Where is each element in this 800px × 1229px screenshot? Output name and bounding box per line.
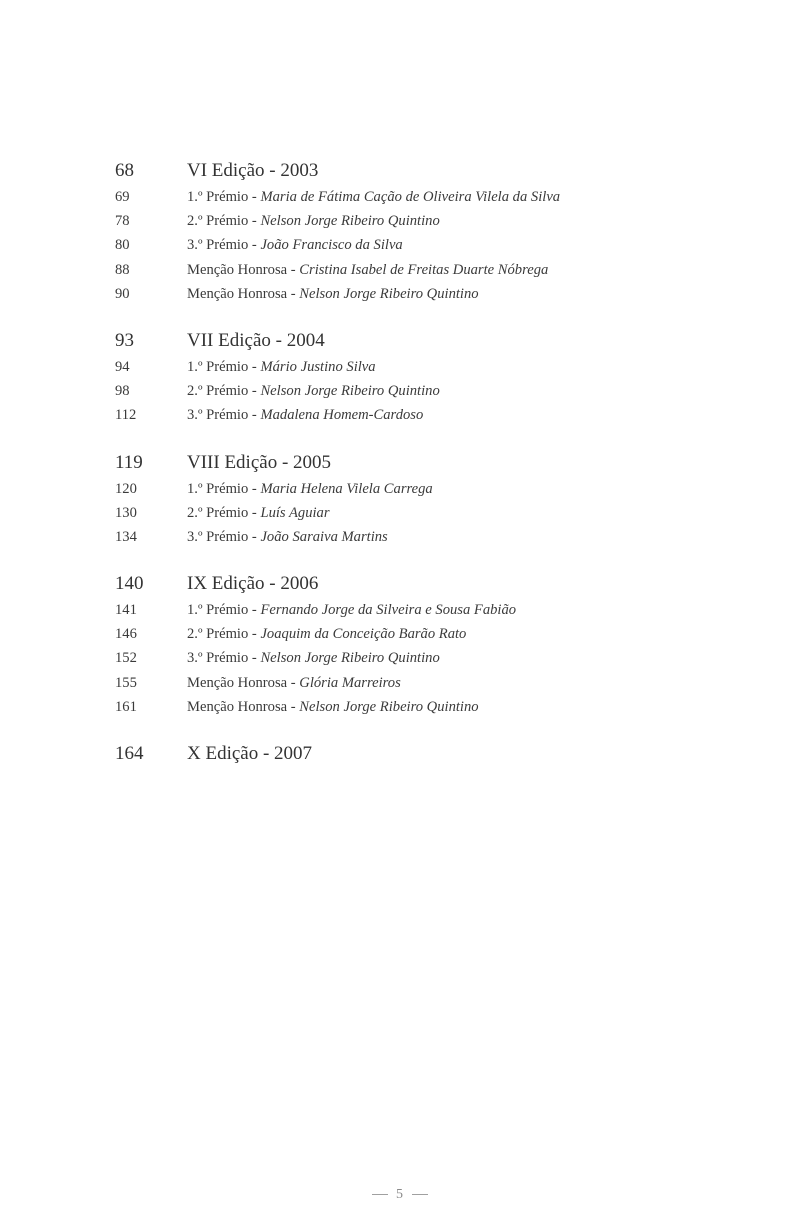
entry-author: Nelson Jorge Ribeiro Quintino [299, 698, 479, 715]
toc-section-heading [115, 157, 735, 185]
entry-separator: - [248, 213, 261, 230]
entry-page-number: 134 [115, 528, 137, 545]
entry-award: 1.º Prémio [187, 358, 249, 375]
entry-page-number: 155 [115, 674, 137, 691]
entry-author: Nelson Jorge Ribeiro Quintino [260, 650, 440, 667]
entry-text [187, 598, 735, 622]
toc-section-heading [115, 570, 735, 598]
toc-entry [115, 282, 735, 306]
page-footer [0, 1187, 800, 1203]
entry-separator: - [248, 189, 261, 205]
toc-entry [115, 403, 735, 427]
entry-author: Nelson Jorge Ribeiro Quintino [260, 383, 440, 400]
entry-award: 1.º Prémio [187, 189, 249, 205]
entry-page-number: 112 [115, 407, 137, 424]
entry-award: 1.º Prémio [187, 480, 249, 497]
toc-section-heading [115, 327, 735, 355]
entry-page-number: 161 [115, 698, 137, 715]
entry-author: Fernando Jorge da Silveira e Sousa Fabião [260, 602, 517, 619]
entry-award: 2.º Prémio [187, 504, 249, 521]
entry-page-number: 90 [115, 285, 130, 302]
toc-entry [115, 233, 735, 257]
section-title: VI Edição - 2003 [187, 160, 319, 181]
entry-author: Mário Justino Silva [260, 358, 376, 375]
entry-page-number: 98 [115, 383, 130, 400]
toc-entry [115, 525, 735, 549]
section-page-number: 68 [115, 160, 134, 181]
section-title: IX Edição - 2006 [187, 573, 319, 595]
entry-text [187, 258, 735, 282]
entry-separator: - [248, 407, 261, 424]
toc-section [115, 740, 735, 768]
entry-text [187, 355, 735, 379]
entry-page-number: 146 [115, 626, 137, 643]
entry-author: Joaquim da Conceição Barão Rato [260, 626, 467, 643]
entry-award: Menção Honrosa [187, 674, 288, 691]
toc-entry [115, 209, 735, 233]
toc-entry [115, 258, 735, 282]
section-page-number: 164 [115, 743, 144, 764]
entry-text [187, 209, 735, 233]
entry-award: 1.º Prémio [187, 602, 249, 619]
entry-text [187, 233, 735, 257]
entry-separator: - [248, 383, 261, 400]
toc-entry [115, 671, 735, 695]
entry-author: João Saraiva Martins [260, 528, 388, 545]
entry-text [187, 501, 735, 525]
entry-text [187, 477, 735, 501]
entry-author: Maria Helena Vilela Carrega [260, 480, 433, 497]
entry-text [187, 282, 735, 306]
entry-text [187, 646, 735, 670]
toc-entry [115, 501, 735, 525]
toc-entry [115, 355, 735, 379]
section-title: X Edição - 2007 [187, 743, 313, 764]
entry-separator: - [248, 480, 261, 497]
entry-separator: - [248, 504, 261, 521]
section-page-number: 140 [115, 573, 144, 595]
section-title: VII Edição - 2004 [187, 329, 325, 351]
entry-text [187, 671, 735, 695]
toc-entry [115, 477, 735, 501]
page-number: 5 [396, 1187, 404, 1202]
entry-page-number: 130 [115, 504, 137, 521]
toc-section-heading [115, 449, 735, 477]
entry-award: Menção Honrosa [187, 285, 288, 302]
entry-separator: - [248, 237, 261, 254]
entry-author: Glória Marreiros [299, 674, 401, 691]
footer-left-dash [372, 1194, 388, 1195]
entry-author: João Francisco da Silva [260, 237, 403, 254]
entry-page-number: 94 [115, 358, 130, 375]
entry-separator: - [287, 285, 300, 302]
entry-page-number: 69 [115, 189, 130, 205]
entry-separator: - [248, 602, 261, 619]
entry-text [187, 622, 735, 646]
toc-section-heading [115, 740, 735, 768]
entry-text [187, 695, 735, 719]
entry-text [187, 525, 735, 549]
entry-award: 3.º Prémio [187, 650, 249, 667]
entry-page-number: 78 [115, 213, 130, 230]
entry-page-number: 141 [115, 602, 137, 619]
toc-entry [115, 695, 735, 719]
entry-text [187, 379, 735, 403]
entry-award: Menção Honrosa [187, 261, 288, 278]
entry-page-number: 88 [115, 261, 130, 278]
entry-text [187, 185, 735, 209]
toc-section [115, 157, 735, 306]
section-title: VIII Edição - 2005 [187, 451, 332, 473]
entry-page-number: 120 [115, 480, 137, 497]
entry-award: 2.º Prémio [187, 626, 249, 643]
entry-separator: - [248, 626, 261, 643]
entry-award: 3.º Prémio [187, 237, 249, 254]
entry-page-number: 152 [115, 650, 137, 667]
entry-author: Nelson Jorge Ribeiro Quintino [260, 213, 440, 230]
toc-entry [115, 379, 735, 403]
toc-entry [115, 622, 735, 646]
toc-entry [115, 598, 735, 622]
entry-separator: - [248, 528, 261, 545]
toc-section [115, 449, 735, 550]
table-of-contents [115, 157, 735, 789]
entry-author: Cristina Isabel de Freitas Duarte Nóbrega [299, 261, 549, 278]
entry-award: 2.º Prémio [187, 383, 249, 400]
footer-right-dash [412, 1194, 428, 1195]
entry-author: Nelson Jorge Ribeiro Quintino [299, 285, 479, 302]
entry-page-number: 80 [115, 237, 130, 254]
entry-separator: - [287, 674, 300, 691]
entry-text [187, 403, 735, 427]
entry-author: Madalena Homem-Cardoso [260, 407, 424, 424]
entry-award: 3.º Prémio [187, 407, 249, 424]
entry-award: Menção Honrosa [187, 698, 288, 715]
entry-award: 2.º Prémio [187, 213, 249, 230]
toc-entry [115, 646, 735, 670]
entry-separator: - [248, 650, 261, 667]
toc-section [115, 570, 735, 719]
toc-section [115, 327, 735, 428]
entry-award: 3.º Prémio [187, 528, 249, 545]
toc-entry [115, 185, 735, 209]
entry-separator: - [287, 698, 300, 715]
entry-separator: - [287, 261, 300, 278]
entry-author: Maria de Fátima Cação de Oliveira Vilela da Silva [260, 189, 561, 205]
section-page-number: 119 [115, 451, 143, 473]
entry-separator: - [248, 358, 261, 375]
section-page-number: 93 [115, 329, 134, 351]
entry-author: Luís Aguiar [260, 504, 330, 521]
